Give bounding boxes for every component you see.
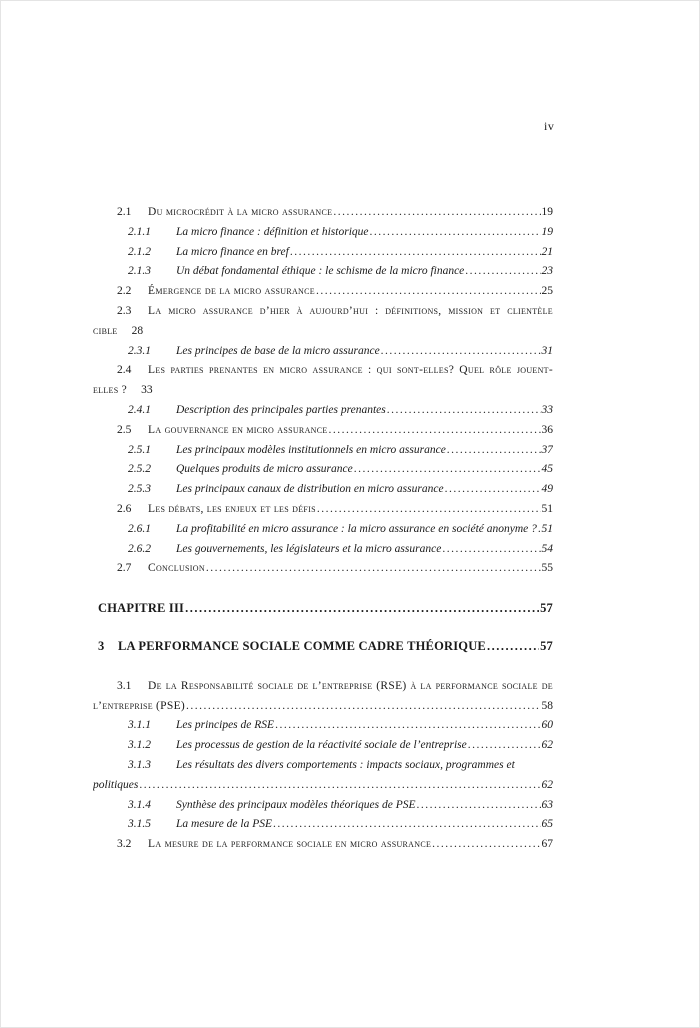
- toc-entry-page: 63: [541, 798, 553, 811]
- toc-entry-3-1[interactable]: [93, 677, 553, 697]
- toc-entry-number: 3.1.2: [128, 739, 151, 752]
- toc-entry-3-1-continuation[interactable]: [93, 697, 553, 717]
- toc-entry-3-1-2[interactable]: [93, 736, 553, 756]
- toc-entry-title: l’entreprise (PSE): [93, 699, 186, 712]
- toc-entry-number: 2.3.1: [128, 344, 151, 357]
- dot-leader: [447, 441, 541, 461]
- toc-entry-chapter-3[interactable]: [93, 637, 553, 657]
- toc-entry-2-4-1[interactable]: [93, 401, 553, 421]
- toc-entry-2-6-2[interactable]: [93, 540, 553, 560]
- toc-entry-title: La gouvernance en micro assurance: [148, 423, 328, 436]
- toc-entry-page: 51: [541, 522, 553, 535]
- dot-leader: [333, 203, 540, 223]
- toc-entry-title: Synthèse des principaux modèles théoriques de PSE: [176, 798, 416, 811]
- dot-leader: [381, 342, 541, 362]
- toc-entry-number: 2.6.1: [128, 522, 151, 535]
- toc-entry-number: 2.6: [117, 502, 132, 515]
- toc-entry-title: La micro finance : définition et historique: [176, 225, 369, 238]
- toc-entry-3-1-4[interactable]: [93, 796, 553, 816]
- toc-entry-2-6[interactable]: [93, 500, 553, 520]
- toc-entry-page: 65: [541, 818, 553, 831]
- toc-entry-title: Du microcrédit à la micro assurance: [148, 206, 333, 218]
- dot-leader: [185, 599, 539, 619]
- toc-entry-page: 58: [541, 699, 553, 712]
- toc-entry-number: 3.1.4: [128, 798, 151, 811]
- toc-entry-2-7[interactable]: [93, 559, 553, 579]
- toc-entry-2-2[interactable]: [93, 282, 553, 302]
- spacer: [93, 579, 553, 599]
- toc-entry-number: 2.5.1: [128, 443, 151, 456]
- dot-leader: [139, 776, 540, 796]
- toc-entry-page: 57: [540, 638, 553, 653]
- toc-entry-title: Les principes de base de la micro assurance: [176, 344, 380, 357]
- toc-entry-title: La micro finance en bref: [176, 245, 289, 258]
- toc-entry-page: 28: [131, 324, 144, 337]
- toc-entry-page: 45: [541, 463, 553, 476]
- toc-entry-title: CHAPITRE III: [98, 601, 185, 616]
- toc-entry-title: Conclusion: [148, 562, 205, 575]
- toc-entry-page: 51: [541, 502, 553, 515]
- toc-entry-number: 3.1: [117, 679, 132, 692]
- toc-entry-page: 62: [541, 739, 553, 752]
- toc-entry-3-1-1[interactable]: [93, 716, 553, 736]
- toc-entry-2-3[interactable]: [93, 302, 553, 322]
- toc-entry-title: De la Responsabilité sociale de l’entreprise (RSE) à la performance sociale de: [148, 679, 553, 692]
- toc-entry-2-4[interactable]: [93, 361, 553, 381]
- toc-entry-2-6-1[interactable]: [93, 520, 553, 540]
- toc-entry-page: 49: [541, 483, 553, 496]
- toc-entry-page: 19: [541, 225, 553, 238]
- dot-leader: [387, 401, 541, 421]
- toc-entry-number: 3.1.5: [128, 818, 151, 831]
- toc-entry-title: cible: [93, 324, 118, 337]
- toc-entry-number: 2.5.3: [128, 483, 151, 496]
- toc-entry-chapitre-iii[interactable]: [93, 599, 553, 619]
- toc-entry-title: Quelques produits de micro assurance: [176, 463, 353, 476]
- toc-entry-title: Les débats, les enjeux et les défis: [148, 502, 316, 515]
- toc-entry-title: Les processus de gestion de la réactivité sociale de l’entreprise: [176, 739, 467, 752]
- toc-entry-title: La micro assurance d’hier à aujourd’hui : définitions, mission et clientèle: [148, 304, 553, 317]
- toc-entry-page: 33: [541, 403, 553, 416]
- toc-entry-2-1-1[interactable]: [93, 223, 553, 243]
- page-number: iv: [544, 119, 555, 133]
- toc-entry-page: 37: [541, 443, 553, 456]
- toc-entry-2-4-continuation[interactable]: [93, 381, 553, 401]
- toc-entry-number: 2.5: [117, 423, 132, 436]
- toc-entry-page: 67: [541, 838, 553, 851]
- dot-leader: [370, 223, 541, 243]
- dot-leader: [354, 460, 541, 480]
- dot-leader: [316, 282, 541, 302]
- toc-entry-page: 19: [541, 206, 553, 218]
- toc-entry-title: politiques: [93, 778, 139, 791]
- toc-entry-2-1-3[interactable]: [93, 262, 553, 282]
- dot-leader: [275, 716, 540, 736]
- toc-entry-number: 2.1.2: [128, 245, 151, 258]
- toc-entry-title: Les parties prenantes en micro assurance : qui sont-elles? Quel rôle jouent-: [148, 364, 553, 377]
- toc-entry-number: 2.4: [117, 364, 132, 377]
- toc-entry-number: 3.2: [117, 838, 132, 851]
- toc-entry-2-5-2[interactable]: [93, 460, 553, 480]
- toc-entry-number: 2.5.2: [128, 463, 151, 476]
- toc-entry-title: La mesure de la PSE: [176, 818, 273, 831]
- toc-entry-number: 2.7: [117, 562, 132, 575]
- toc-entry-2-5[interactable]: [93, 421, 553, 441]
- toc-entry-title: Les principes de RSE: [176, 719, 275, 732]
- toc-entry-page: 57: [540, 601, 553, 616]
- toc-entry-2-1[interactable]: [93, 203, 553, 223]
- toc-entry-2-3-1[interactable]: [93, 342, 553, 362]
- toc-entry-3-1-3[interactable]: [93, 756, 553, 776]
- toc-entry-title: Les résultats des divers comportements : impacts sociaux, programmes et: [176, 758, 515, 771]
- toc-entry-number: 2.1: [117, 206, 132, 218]
- dot-leader: [317, 500, 541, 520]
- toc-entry-number: 3.1.3: [128, 758, 151, 771]
- toc-entry-number: 2.2: [117, 285, 132, 298]
- toc-entry-title: Les principaux canaux de distribution en micro assurance: [176, 483, 444, 496]
- table-of-contents: [93, 203, 553, 855]
- toc-entry-2-5-3[interactable]: [93, 480, 553, 500]
- toc-entry-page: 60: [541, 719, 553, 732]
- toc-entry-title: Émergence de la micro assurance: [148, 285, 315, 298]
- spacer: [93, 619, 553, 637]
- toc-entry-title: elles ?: [93, 384, 128, 397]
- dot-leader: [538, 520, 541, 540]
- toc-entry-number: 2.1.1: [128, 225, 151, 238]
- dot-leader: [468, 736, 541, 756]
- toc-entry-page: 31: [541, 344, 553, 357]
- toc-entry-2-1-2[interactable]: [93, 243, 553, 263]
- toc-entry-2-3-continuation[interactable]: [93, 322, 553, 342]
- toc-entry-title: LA PERFORMANCE SOCIALE COMME CADRE THÉORIQUE: [118, 638, 486, 653]
- dot-leader: [329, 421, 541, 441]
- toc-entry-page: 33: [141, 384, 153, 397]
- dot-leader: [445, 480, 541, 500]
- toc-entry-page: 23: [541, 265, 553, 278]
- toc-entry-title: Les principaux modèles institutionnels en micro assurance: [176, 443, 446, 456]
- dot-leader: [487, 637, 539, 657]
- toc-entry-3-1-3-continuation[interactable]: [93, 776, 553, 796]
- toc-entry-number: 3.1.1: [128, 719, 151, 732]
- toc-entry-title: La mesure de la performance sociale en micro assurance: [148, 838, 432, 851]
- dot-leader: [417, 796, 541, 816]
- toc-entry-title: Les gouvernements, les législateurs et la micro assurance: [176, 542, 442, 555]
- dot-leader: [290, 243, 541, 263]
- toc-entry-page: 62: [541, 778, 553, 791]
- dot-leader: [186, 697, 540, 717]
- dot-leader: [442, 540, 540, 560]
- toc-entry-title: La profitabilité en micro assurance : la micro assurance en société anonyme ?: [176, 522, 537, 535]
- toc-entry-title: Un débat fondamental éthique : le schisme de la micro finance: [176, 265, 465, 278]
- toc-entry-3-2[interactable]: [93, 835, 553, 855]
- toc-entry-page: 55: [541, 562, 553, 575]
- dot-leader: [273, 815, 540, 835]
- toc-entry-number: 2.4.1: [128, 403, 151, 416]
- toc-entry-number: 2.1.3: [128, 265, 151, 278]
- spacer: [93, 657, 553, 677]
- toc-entry-number: 2.6.2: [128, 542, 151, 555]
- toc-entry-number: 3: [98, 638, 105, 653]
- toc-entry-page: 21: [541, 245, 553, 258]
- toc-entry-title: Description des principales parties prenantes: [176, 403, 386, 416]
- toc-entry-number: 2.3: [117, 304, 132, 317]
- dot-leader: [465, 262, 540, 282]
- toc-entry-page: 36: [541, 423, 553, 436]
- toc-entry-3-1-5[interactable]: [93, 815, 553, 835]
- dot-leader: [432, 835, 540, 855]
- toc-entry-2-5-1[interactable]: [93, 441, 553, 461]
- toc-entry-page: 54: [541, 542, 553, 555]
- dot-leader: [206, 559, 541, 579]
- toc-entry-page: 25: [541, 285, 553, 298]
